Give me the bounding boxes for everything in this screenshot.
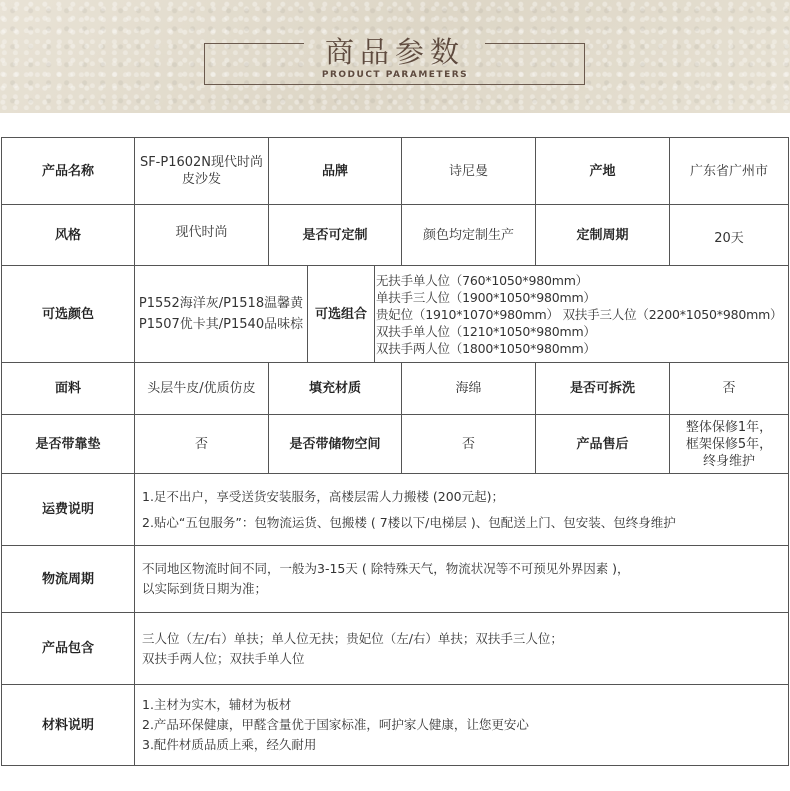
cushion-label: 是否带靠垫 [35,436,101,452]
brand-value: 诗尼曼 [448,163,488,179]
combination-options-list [376,266,788,362]
logistics-period-label: 物流周期 [41,571,94,587]
customizable-label: 是否可定制 [302,227,368,243]
shipping-line: 2.贴心“五包服务”：包物流运货、包搬楼 ( 7楼以下/电梯层 )、包配送上门、包安装、包终身维护 [142,514,676,530]
storage-value: 否 [461,436,475,452]
custom-period-value: 20天 [714,230,744,246]
origin-value: 广东省广州市 [689,163,768,179]
combination-option: 双扶手两人位（1800*1050*980mm） [376,340,596,356]
combination-option: 双扶手单人位（1210*1050*980mm） [376,323,596,339]
after-sales-line: 整体保修1年， [685,419,773,435]
brand-label: 品牌 [321,163,348,179]
filling-value: 海绵 [455,381,482,396]
product-name-value-line-1: SF-P1602N现代时尚 [139,155,264,170]
product-name-value [135,138,268,204]
filling-label: 填充材质 [308,381,361,396]
combination-options-label: 可选组合 [314,306,367,322]
color-options-label: 可选颜色 [41,306,94,322]
customizable-value: 颜色均定制生产 [422,227,514,243]
after-sales-label: 产品售后 [576,436,629,452]
cushion-value: 否 [194,436,208,452]
shipping-value [135,474,788,545]
color-options-line-2: P1507优卡其/P1540品味棕 [138,317,304,332]
material-notes-value [135,685,788,765]
shipping-label: 运费说明 [41,502,94,517]
combination-option: 无扶手单人位（760*1050*980mm） [376,272,588,288]
style-label: 风格 [54,227,81,243]
custom-period-label: 定制周期 [576,227,629,243]
package-line: 双扶手两人位；双扶手单人位 [142,650,305,666]
material-notes-label: 材料说明 [41,717,94,733]
color-options-value [135,266,307,362]
page-title: 商品参数 [324,35,465,69]
storage-label: 是否带储物空间 [289,436,381,452]
fabric-value: 头层牛皮/优质仿皮 [147,381,256,396]
after-sales-value [670,415,788,473]
color-options-line-1: P1552海洋灰/P1518温馨黄 [138,296,304,311]
logistics-period-value [135,546,788,612]
package-contents-label: 产品包含 [41,641,94,656]
package-line: 三人位（左/右）单扶；单人位无扶；贵妃位（左/右）单扶；双扶手三人位； [142,630,563,646]
product-name-value-line-2: 皮沙发 [181,172,221,187]
after-sales-line: 终身维护 [702,453,755,469]
washable-label: 是否可拆洗 [569,381,635,396]
style-value: 现代时尚 [175,224,228,240]
washable-value: 否 [722,381,736,396]
after-sales-line: 框架保修5年， [685,436,773,452]
material-line: 3.配件材质品质上乘，经久耐用 [142,737,317,752]
material-line: 1.主材为实木，辅材为板材 [142,697,292,712]
product-name-label: 产品名称 [41,163,94,179]
package-contents-value [135,613,788,684]
combination-option: 单扶手三人位（1900*1050*980mm） [376,289,596,305]
page-subtitle: PRODUCT PARAMETERS [321,70,469,80]
logistics-line: 不同地区物流时间不同，一般为3-15天 ( 除特殊天气，物流状况等不可预见外界因素 )， [142,561,630,576]
material-line: 2.产品环保健康，甲醛含量优于国家标准，呵护家人健康，让您更安心 [142,717,529,732]
logistics-line: 以实际到货日期为准； [142,581,268,596]
shipping-line: 1.足不出户，享受送货安装服务，高楼层需人力搬楼 (200元起)； [142,488,505,504]
fabric-label: 面料 [54,381,81,396]
origin-label: 产地 [589,163,616,179]
combination-option: 贵妃位（1910*1070*980mm） 双扶手三人位（2200*1050*980mm） [376,306,783,322]
